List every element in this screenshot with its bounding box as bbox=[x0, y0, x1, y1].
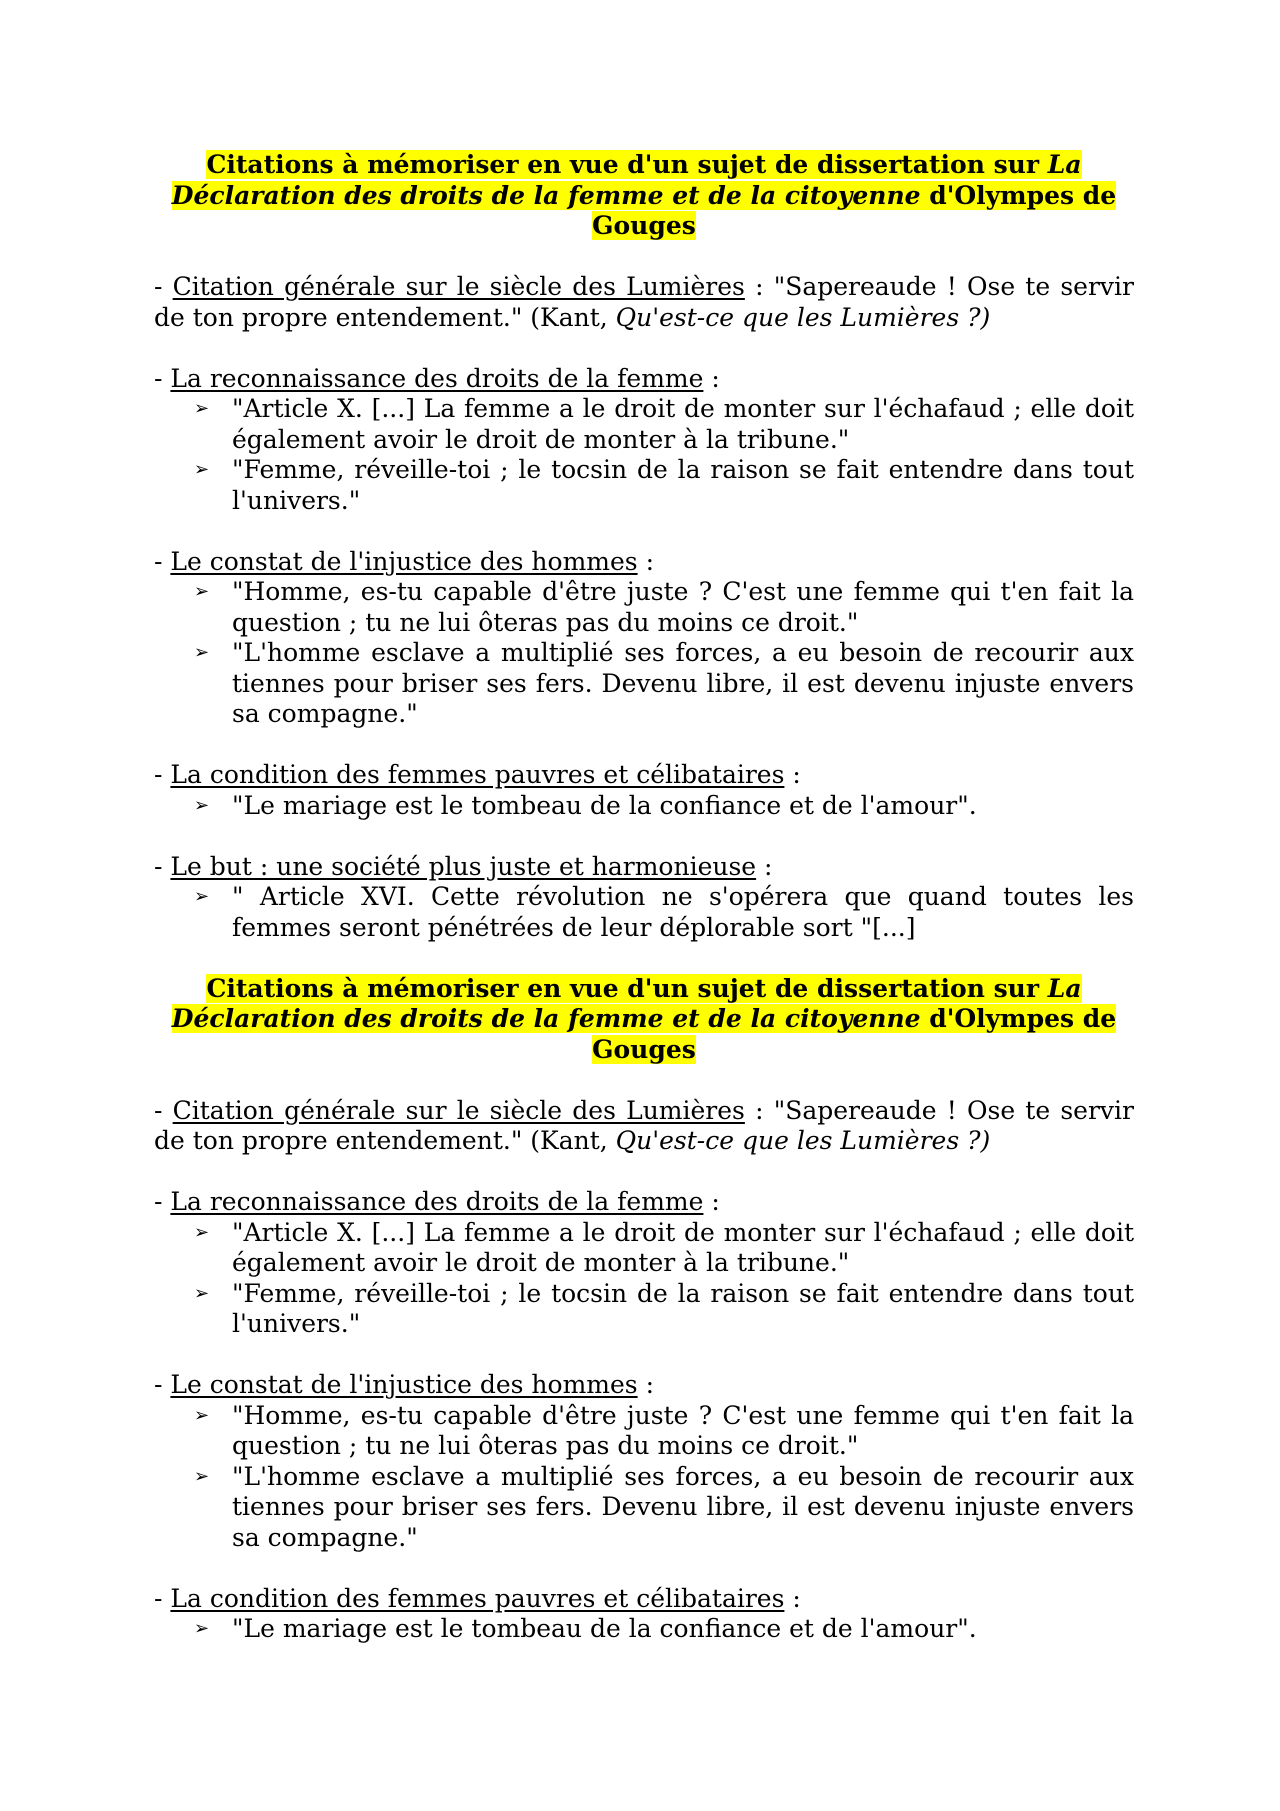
title-prefix: Citations à mémoriser en vue d'un sujet de dissertation sur bbox=[206, 973, 1048, 1003]
group-heading-label: La reconnaissance des droits de la femme bbox=[170, 363, 704, 393]
dash: - bbox=[154, 546, 171, 576]
quote-text: "L'homme esclave a multiplié ses forces, a eu besoin de recourir aux tiennes pour briser ses fers. Devenu libre, il est devenu injuste envers sa compagne." bbox=[232, 638, 1134, 728]
heading-suffix: : bbox=[637, 1370, 654, 1399]
quote-list bbox=[154, 1614, 1134, 1645]
title-work: La Déclaration des droits de la femme et de la citoyenne bbox=[171, 973, 1082, 1033]
quote-text: "Femme, réveille-toi ; le tocsin de la raison se fait entendre dans tout l'univers." bbox=[232, 455, 1134, 515]
quote-item bbox=[154, 394, 1134, 455]
quote-list bbox=[154, 394, 1134, 516]
quote-list bbox=[154, 1401, 1134, 1554]
quote-text: "Article X. [...] La femme a le droit de monter sur l'échafaud ; elle doit également avoir le droit de monter à la tribune." bbox=[232, 394, 1134, 454]
dash: - bbox=[154, 363, 171, 393]
intro-paragraph bbox=[154, 272, 1134, 333]
dash: - bbox=[154, 272, 173, 301]
quote-list bbox=[154, 791, 1134, 822]
section-2 bbox=[154, 974, 1134, 1645]
quote-list bbox=[154, 882, 1134, 943]
arrow-bullet-icon: ➢ bbox=[194, 1282, 210, 1304]
group-heading bbox=[154, 547, 1134, 578]
heading-suffix: : bbox=[703, 363, 720, 393]
quote-text: "L'homme esclave a multiplié ses forces, a eu besoin de recourir aux tiennes pour briser ses fers. Devenu libre, il est devenu injuste envers sa compagne." bbox=[232, 1461, 1134, 1552]
quote-item bbox=[154, 455, 1134, 516]
quote-text: "Le mariage est le tombeau de la confiance et de l'amour". bbox=[232, 1614, 977, 1643]
intro-paragraph bbox=[154, 1096, 1134, 1157]
arrow-bullet-icon: ➢ bbox=[194, 581, 210, 602]
document-page bbox=[154, 150, 1134, 1645]
heading-suffix: : bbox=[784, 760, 801, 789]
section-title bbox=[154, 150, 1134, 242]
section-title bbox=[154, 974, 1134, 1066]
group-heading-label: Le constat de l'injustice des hommes bbox=[170, 546, 638, 576]
arrow-bullet-icon: ➢ bbox=[194, 642, 210, 663]
quote-text: "Le mariage est le tombeau de la confiance et de l'amour". bbox=[232, 790, 977, 820]
intro-label: Citation générale sur le siècle des Lumières bbox=[172, 1095, 745, 1125]
title-suffix: d'Olympes de Gouges bbox=[592, 180, 1117, 240]
arrow-bullet-icon: ➢ bbox=[194, 1618, 210, 1639]
quote-item bbox=[154, 1218, 1134, 1279]
heading-suffix: : bbox=[784, 1583, 801, 1613]
quote-item bbox=[154, 882, 1134, 943]
dash: - bbox=[154, 1370, 171, 1399]
group-heading bbox=[154, 1584, 1134, 1615]
quote-item bbox=[154, 577, 1134, 638]
dash: - bbox=[154, 1095, 173, 1125]
quote-text: "Homme, es-tu capable d'être juste ? C'est une femme qui t'en fait la question ; tu ne lui ôteras pas du moins ce droit." bbox=[232, 1400, 1134, 1460]
intro-source: Qu'est-ce que les Lumières ?) bbox=[615, 302, 991, 332]
quote-list bbox=[154, 1218, 1134, 1340]
quote-item bbox=[154, 638, 1134, 730]
arrow-bullet-icon: ➢ bbox=[194, 886, 210, 907]
intro-text: : "Sapereaude ! Ose te servir de ton propre entendement." (Kant, bbox=[154, 272, 1134, 332]
group-heading-label: Le but : une société plus juste et harmonieuse bbox=[170, 851, 757, 881]
intro-text: : "Sapereaude ! Ose te servir de ton propre entendement." (Kant, bbox=[154, 1095, 1134, 1155]
group-heading-label: La condition des femmes pauvres et célibataires bbox=[170, 1583, 785, 1613]
quote-item bbox=[154, 1614, 1134, 1645]
quote-item bbox=[154, 1462, 1134, 1554]
group-heading bbox=[154, 1187, 1134, 1218]
heading-suffix: : bbox=[756, 851, 773, 881]
title-suffix: d'Olympes de Gouges bbox=[592, 1004, 1117, 1064]
dash: - bbox=[154, 760, 171, 789]
heading-suffix: : bbox=[637, 546, 654, 576]
quote-text: "Homme, es-tu capable d'être juste ? C'est une femme qui t'en fait la question ; tu ne lui ôteras pas du moins ce droit." bbox=[232, 577, 1134, 637]
intro-label: Citation générale sur le siècle des Lumières bbox=[172, 272, 745, 301]
dash: - bbox=[154, 1583, 171, 1613]
intro-source: Qu'est-ce que les Lumières ?) bbox=[615, 1126, 991, 1155]
quote-item bbox=[154, 1401, 1134, 1462]
group-heading-label: Le constat de l'injustice des hommes bbox=[170, 1370, 638, 1399]
title-prefix: Citations à mémoriser en vue d'un sujet de dissertation sur bbox=[206, 150, 1048, 179]
quote-item bbox=[154, 791, 1134, 822]
dash: - bbox=[154, 1187, 171, 1216]
quote-text: "Femme, réveille-toi ; le tocsin de la raison se fait entendre dans tout l'univers." bbox=[232, 1278, 1134, 1338]
group-heading bbox=[154, 760, 1134, 791]
title-work: La Déclaration des droits de la femme et de la citoyenne bbox=[171, 150, 1082, 210]
group-heading bbox=[154, 852, 1134, 883]
group-heading bbox=[154, 364, 1134, 395]
arrow-bullet-icon: ➢ bbox=[194, 1465, 210, 1487]
heading-suffix: : bbox=[703, 1187, 720, 1216]
arrow-bullet-icon: ➢ bbox=[194, 1221, 210, 1243]
arrow-bullet-icon: ➢ bbox=[194, 794, 210, 816]
dash: - bbox=[154, 851, 171, 881]
arrow-bullet-icon: ➢ bbox=[194, 1404, 210, 1426]
group-heading-label: La condition des femmes pauvres et célibataires bbox=[170, 760, 785, 789]
quote-text: "Article X. [...] La femme a le droit de monter sur l'échafaud ; elle doit également avoir le droit de monter à la tribune." bbox=[232, 1217, 1134, 1277]
arrow-bullet-icon: ➢ bbox=[194, 459, 210, 480]
group-heading bbox=[154, 1370, 1134, 1401]
section-1 bbox=[154, 150, 1134, 974]
quote-list bbox=[154, 577, 1134, 730]
quote-text: " Article XVI. Cette révolution ne s'opérera que quand toutes les femmes seront pénétrées de leur déplorable sort "[...] bbox=[232, 882, 1134, 942]
quote-item bbox=[154, 1279, 1134, 1340]
arrow-bullet-icon: ➢ bbox=[194, 398, 210, 419]
group-heading-label: La reconnaissance des droits de la femme bbox=[170, 1187, 704, 1216]
